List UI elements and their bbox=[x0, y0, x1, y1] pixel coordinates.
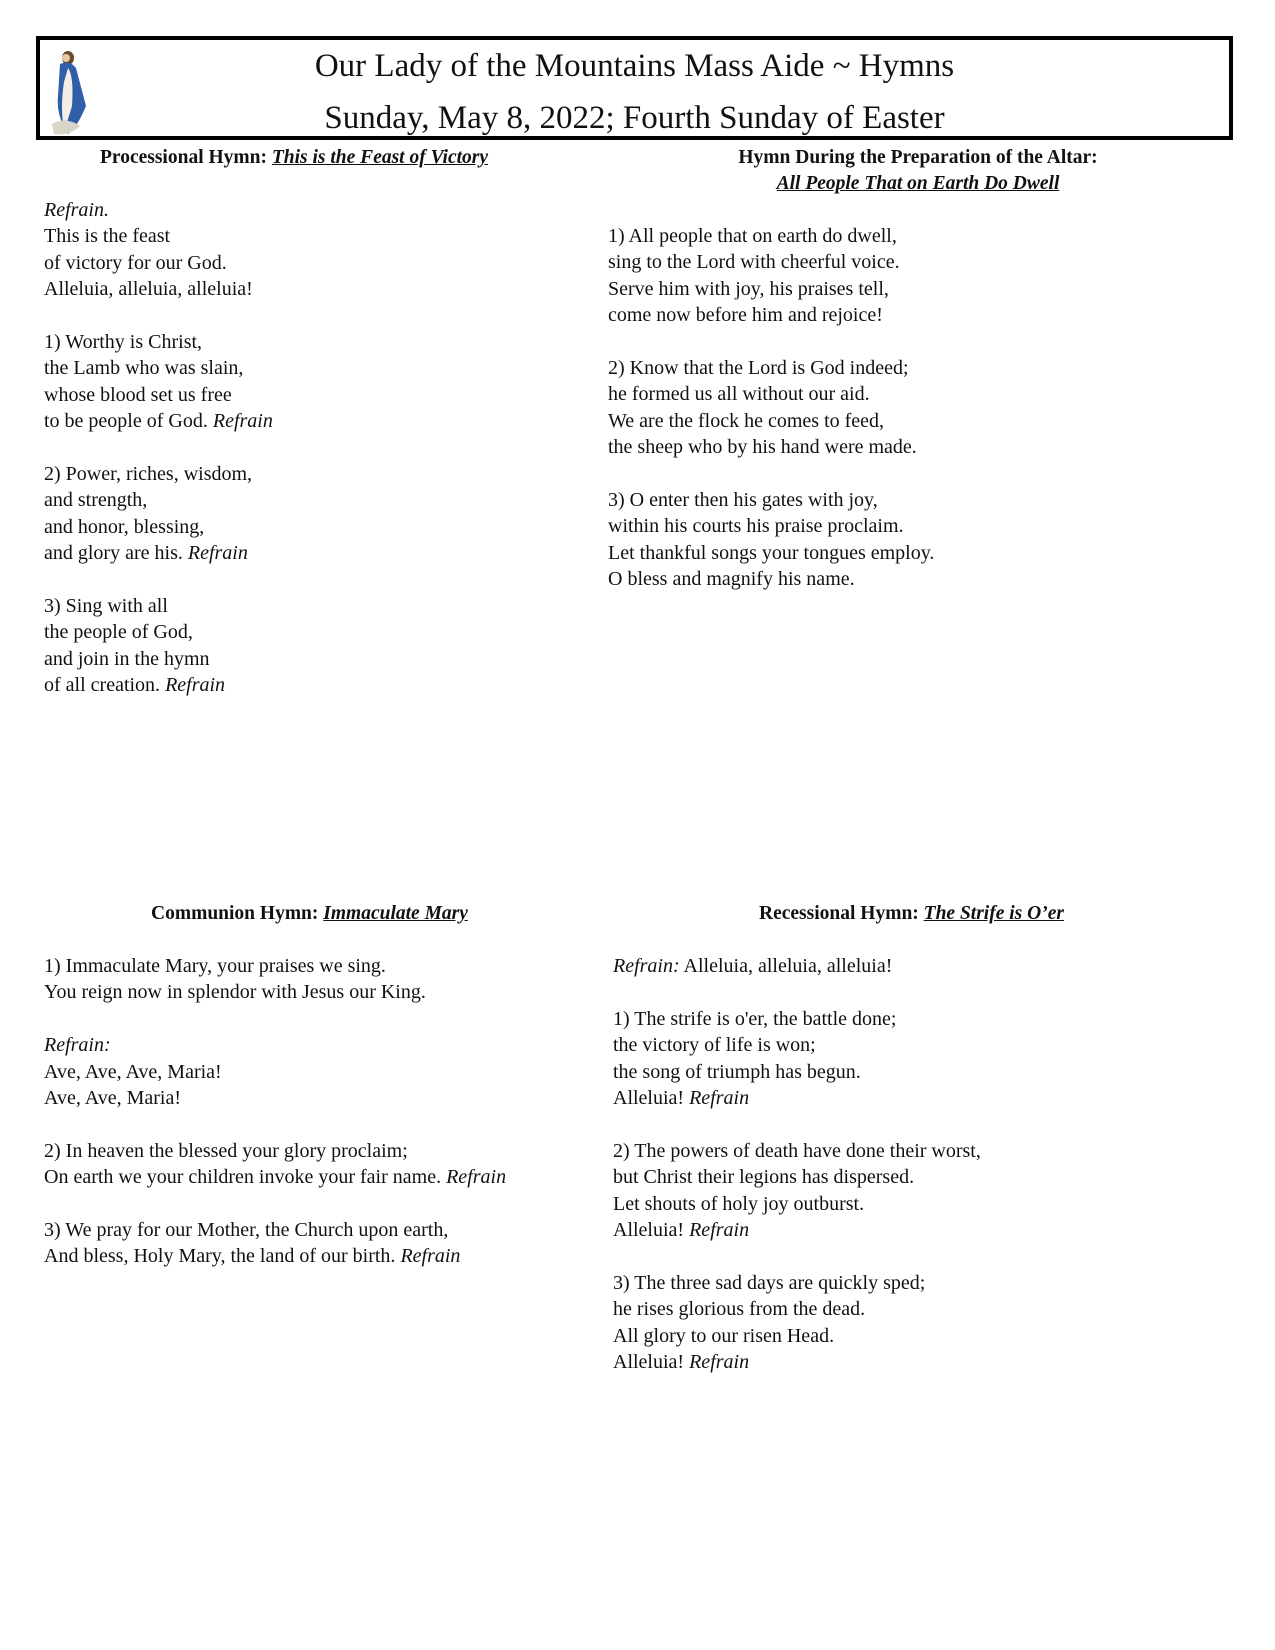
hymn-title-prefix: Recessional Hymn: bbox=[759, 903, 924, 924]
page-subtitle: Sunday, May 8, 2022; Fourth Sunday of Easter bbox=[324, 100, 945, 136]
lyric-line: of victory for our God. bbox=[44, 251, 227, 274]
lyric-line: This is the feast bbox=[44, 225, 171, 248]
lyric-line: 2) Power, riches, wisdom, bbox=[44, 463, 253, 486]
lyric-line: 3) Sing with all bbox=[44, 595, 168, 618]
lyric-line: the song of triumph has begun. bbox=[613, 1060, 861, 1083]
lyric-line: and strength, bbox=[44, 489, 148, 512]
refrain-marker: Refrain bbox=[187, 542, 248, 565]
lyric-line: Serve him with joy, his praises tell, bbox=[608, 277, 889, 300]
hymn-title bbox=[44, 145, 544, 171]
refrain-marker: Refrain bbox=[212, 410, 273, 433]
lyric-line: Alleluia, alleluia, alleluia! bbox=[44, 278, 253, 301]
lyric-line: 1) The strife is o'er, the battle done; bbox=[613, 1007, 897, 1030]
lyric-line: Alleluia! Refrain bbox=[613, 1219, 750, 1242]
lyric-line: sing to the Lord with cheerful voice. bbox=[608, 251, 900, 274]
refrain-marker: Refrain bbox=[689, 1351, 750, 1374]
lyric-line: 2) In heaven the blessed your glory proclaim; bbox=[44, 1139, 408, 1162]
lyric-line: Refrain: Alleluia, alleluia, alleluia! bbox=[613, 955, 893, 977]
refrain-label: Refrain: bbox=[44, 1034, 111, 1057]
hymn-lyrics bbox=[608, 223, 1228, 593]
recessional-hymn bbox=[613, 901, 1233, 1375]
lyric-line: the people of God, bbox=[44, 621, 193, 644]
refrain-marker: Refrain bbox=[400, 1245, 461, 1268]
lyric-line: the victory of life is won; bbox=[613, 1034, 816, 1057]
hymn-lyrics bbox=[613, 953, 1233, 1375]
hymn-title-name: All People That on Earth Do Dwell bbox=[776, 173, 1060, 194]
lyric-line: the sheep who by his hand were made. bbox=[608, 436, 917, 459]
lyric-line: 2) Know that the Lord is God indeed; bbox=[608, 357, 909, 380]
lyric-line: 2) The powers of death have done their worst, bbox=[613, 1139, 981, 1162]
hymn-title-prefix: Communion Hymn: bbox=[151, 903, 324, 924]
refrain-label: Refrain. bbox=[44, 199, 109, 221]
lyric-line: All glory to our risen Head. bbox=[613, 1324, 835, 1347]
hymn-title bbox=[44, 901, 604, 927]
hymn-lyrics bbox=[44, 197, 544, 699]
refrain-marker: Refrain bbox=[446, 1166, 507, 1189]
lyric-line: of all creation. Refrain bbox=[44, 674, 226, 697]
hymn-title bbox=[613, 901, 1233, 927]
refrain-marker: Refrain bbox=[165, 674, 226, 697]
refrain-label: Refrain: bbox=[613, 955, 680, 977]
lyric-line: he rises glorious from the dead. bbox=[613, 1298, 866, 1321]
preparation-hymn bbox=[608, 145, 1228, 593]
hymn-title bbox=[608, 145, 1228, 197]
hymn-title-line: Hymn During the Preparation of the Altar: bbox=[738, 147, 1098, 168]
lyric-line: Let thankful songs your tongues employ. bbox=[608, 541, 935, 564]
lyric-line: On earth we your children invoke your fair name. Refrain bbox=[44, 1166, 507, 1189]
communion-hymn bbox=[44, 901, 604, 1270]
header-box bbox=[36, 36, 1233, 140]
lyric-line: 1) Worthy is Christ, bbox=[44, 331, 203, 354]
lyric-line: Alleluia! Refrain bbox=[613, 1087, 750, 1110]
lyric-line: 1) Immaculate Mary, your praises we sing. bbox=[44, 955, 386, 977]
lyric-line: 1) All people that on earth do dwell, bbox=[608, 225, 897, 247]
lyric-line: come now before him and rejoice! bbox=[608, 304, 883, 327]
lyric-line: O bless and magnify his name. bbox=[608, 568, 855, 591]
hymn-title-prefix: Processional Hymn: bbox=[99, 147, 272, 168]
lyric-line: And bless, Holy Mary, the land of our birth. Refrain bbox=[44, 1245, 461, 1268]
lyric-line: 3) O enter then his gates with joy, bbox=[608, 489, 878, 512]
hymn-title-name: This is the Feast of Victory bbox=[271, 147, 489, 168]
lyric-line: whose blood set us free bbox=[44, 383, 232, 406]
lyric-line: to be people of God. Refrain bbox=[44, 410, 273, 433]
lyric-line: Alleluia! Refrain bbox=[613, 1351, 750, 1374]
lyric-line: and honor, blessing, bbox=[44, 515, 205, 538]
lyric-line: Let shouts of holy joy outburst. bbox=[613, 1192, 865, 1215]
lyric-line: the Lamb who was slain, bbox=[44, 357, 244, 380]
processional-hymn bbox=[44, 145, 544, 699]
hymn-title-name: Immaculate Mary bbox=[323, 903, 468, 924]
lyric-line: but Christ their legions has dispersed. bbox=[613, 1166, 915, 1189]
refrain-marker: Refrain bbox=[689, 1219, 750, 1242]
lyric-line: Ave, Ave, Maria! bbox=[44, 1087, 181, 1110]
lyric-line: within his courts his praise proclaim. bbox=[608, 515, 904, 538]
hymn-lyrics bbox=[44, 953, 604, 1270]
lyric-line: We are the flock he comes to feed, bbox=[608, 409, 885, 432]
lyric-line: and join in the hymn bbox=[44, 647, 210, 670]
lyric-line: You reign now in splendor with Jesus our King. bbox=[44, 981, 426, 1004]
page-title: Our Lady of the Mountains Mass Aide ~ Hymns bbox=[314, 48, 955, 84]
lyric-line: 3) The three sad days are quickly sped; bbox=[613, 1271, 926, 1294]
lyric-line: Ave, Ave, Ave, Maria! bbox=[44, 1060, 222, 1083]
hymn-title-name: The Strife is O’er bbox=[923, 903, 1064, 924]
lyric-line: he formed us all without our aid. bbox=[608, 383, 870, 406]
lyric-line: and glory are his. Refrain bbox=[44, 542, 248, 565]
refrain-marker: Refrain bbox=[689, 1087, 750, 1110]
lyric-line: 3) We pray for our Mother, the Church upon earth, bbox=[44, 1219, 449, 1242]
